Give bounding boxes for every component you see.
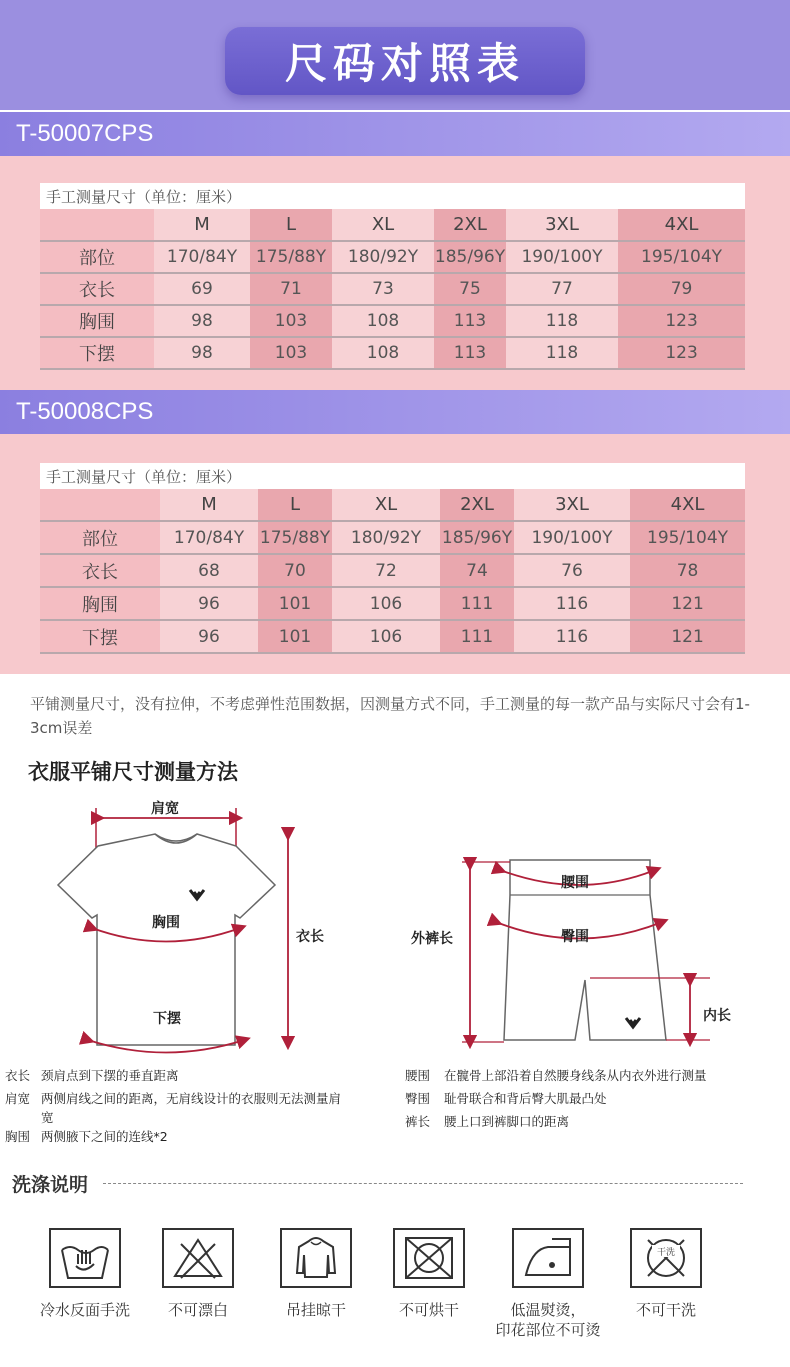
- table-cell: 72: [332, 554, 440, 587]
- row-label: 部位: [40, 521, 160, 554]
- size-header: M: [154, 209, 250, 241]
- table-row: [40, 241, 745, 273]
- table-cell: 76: [514, 554, 630, 587]
- table-row: [40, 337, 745, 369]
- table-cell: 170/84Y: [154, 241, 250, 273]
- table-cell: 98: [154, 337, 250, 369]
- row-label: 衣长: [40, 554, 160, 587]
- legend-desc: 腰上口到裤脚口的距离: [444, 1114, 570, 1129]
- table-cell: 111: [440, 587, 514, 620]
- waist-label: 腰围: [561, 875, 589, 891]
- hand-wash-icon: [49, 1228, 121, 1288]
- model-band: T-50007CPS: [0, 112, 790, 156]
- page-title: 尺码对照表: [225, 27, 585, 95]
- table-cell: 69: [154, 273, 250, 305]
- table-cell: 71: [250, 273, 332, 305]
- table-cell: 118: [506, 337, 618, 369]
- size-table: [40, 183, 745, 370]
- table-cell: 195/104Y: [630, 521, 745, 554]
- wash-label: 吊挂晾干: [285, 1301, 346, 1319]
- low-iron-icon: [512, 1228, 584, 1288]
- row-label: 下摆: [40, 337, 154, 369]
- hang-dry-icon: [280, 1228, 352, 1288]
- hip-label: 臀围: [561, 929, 589, 945]
- table-cell: 101: [258, 620, 332, 653]
- table-cell: 98: [154, 305, 250, 337]
- table-cell: 180/92Y: [332, 241, 434, 273]
- wash-label-line2: 印花部位不可烫: [495, 1321, 601, 1339]
- table-cell: 185/96Y: [434, 241, 506, 273]
- shoulder-label: 肩宽: [151, 801, 179, 817]
- table-cell: 185/96Y: [440, 521, 514, 554]
- size-header: L: [258, 489, 332, 521]
- length-label: 衣长: [296, 929, 324, 945]
- table-cell: 106: [332, 587, 440, 620]
- no-tumble-dry-icon: [393, 1228, 465, 1288]
- table-cell: 190/100Y: [506, 241, 618, 273]
- size-header: 3XL: [514, 489, 630, 521]
- table-row: [40, 587, 745, 620]
- table-cell: 175/88Y: [250, 241, 332, 273]
- row-label: 下摆: [40, 620, 160, 653]
- chest-label: 胸围: [152, 915, 180, 931]
- legend-term: 胸围: [5, 1129, 31, 1144]
- legend-desc: 两侧肩线之间的距离，无肩线设计的衣服则无法测量肩宽: [41, 1091, 342, 1125]
- wash-label-line1: 低温熨烫，: [510, 1301, 586, 1319]
- size-header: L: [250, 209, 332, 241]
- table-cell: 116: [514, 587, 630, 620]
- size-header: 2XL: [440, 489, 514, 521]
- table-cell: 121: [630, 587, 745, 620]
- size-header: 4XL: [618, 209, 745, 241]
- table-cell: 180/92Y: [332, 521, 440, 554]
- size-header: XL: [332, 209, 434, 241]
- table-cell: 113: [434, 305, 506, 337]
- table-cell: 103: [250, 337, 332, 369]
- row-label: 衣长: [40, 273, 154, 305]
- table-cell: 190/100Y: [514, 521, 630, 554]
- table-cell: 113: [434, 337, 506, 369]
- legend-term: 裤长: [405, 1114, 431, 1129]
- legend-term: 衣长: [5, 1068, 31, 1083]
- table-cell: 96: [160, 587, 258, 620]
- measure-method-title: 衣服平铺尺寸测量方法: [28, 760, 238, 784]
- size-header: 4XL: [630, 489, 745, 521]
- legend-desc: 耻骨联合和背后臀大肌最凸处: [444, 1091, 607, 1106]
- wash-label: 冷水反面手洗: [39, 1301, 130, 1319]
- legend-term: 腰围: [405, 1068, 431, 1083]
- size-table: [40, 463, 745, 654]
- table-cell: 68: [160, 554, 258, 587]
- table-row: [40, 521, 745, 554]
- wash-label: 不可干洗: [635, 1301, 696, 1319]
- table-cell: 78: [630, 554, 745, 587]
- table-cell: 170/84Y: [160, 521, 258, 554]
- hem-label: 下摆: [153, 1011, 181, 1027]
- table-cell: 79: [618, 273, 745, 305]
- no-bleach-icon: [162, 1228, 234, 1288]
- divider: [103, 1183, 743, 1184]
- size-header: XL: [332, 489, 440, 521]
- table-cell: 106: [332, 620, 440, 653]
- wash-label: 不可漂白: [167, 1301, 228, 1319]
- legend-desc: 在髋骨上部沿着自然腰身线条从内衣外进行测量: [444, 1068, 707, 1083]
- measurement-note: 平铺测量尺寸，没有拉伸，不考虑弹性范围数据，因测量方式不同，手工测量的每一款产品与实际尺寸会有1-3cm误差: [30, 695, 750, 737]
- table-cell: 101: [258, 587, 332, 620]
- table-cell: 118: [506, 305, 618, 337]
- size-header: M: [160, 489, 258, 521]
- table-cell: 123: [618, 305, 745, 337]
- table-caption: 手工测量尺寸（单位：厘米）: [40, 183, 745, 209]
- size-header: 2XL: [434, 209, 506, 241]
- table-cell: 195/104Y: [618, 241, 745, 273]
- table-cell: 121: [630, 620, 745, 653]
- row-label: 部位: [40, 241, 154, 273]
- legend-term: 肩宽: [5, 1091, 31, 1106]
- no-dry-clean-icon: [630, 1228, 702, 1288]
- row-label: 胸围: [40, 305, 154, 337]
- table-cell: 77: [506, 273, 618, 305]
- table-caption: 手工测量尺寸（单位：厘米）: [40, 463, 745, 489]
- legend-desc: 颈肩点到下摆的垂直距离: [41, 1068, 179, 1083]
- table-row: [40, 305, 745, 337]
- legend-desc: 两侧腋下之间的连线*2: [41, 1129, 168, 1144]
- table-cell: 75: [434, 273, 506, 305]
- table-row: [40, 273, 745, 305]
- table-cell: 74: [440, 554, 514, 587]
- table-row: [40, 554, 745, 587]
- table-cell: 111: [440, 620, 514, 653]
- size-header: 3XL: [506, 209, 618, 241]
- table-cell: 108: [332, 305, 434, 337]
- table-cell: 108: [332, 337, 434, 369]
- table-row: [40, 620, 745, 653]
- outseam-label: 外裤长: [411, 931, 453, 947]
- wash-label: 不可烘干: [398, 1301, 459, 1319]
- model-band: T-50008CPS: [0, 390, 790, 434]
- inseam-label: 内长: [703, 1008, 731, 1024]
- table-cell: 123: [618, 337, 745, 369]
- table-cell: 70: [258, 554, 332, 587]
- table-cell: 96: [160, 620, 258, 653]
- table-cell: 175/88Y: [258, 521, 332, 554]
- table-cell: 73: [332, 273, 434, 305]
- dry-clean-badge: 干洗: [656, 1248, 676, 1258]
- table-cell: 116: [514, 620, 630, 653]
- washing-title: 洗涤说明: [12, 1174, 89, 1196]
- legend-term: 臀围: [405, 1091, 431, 1106]
- row-label: 胸围: [40, 587, 160, 620]
- table-cell: 103: [250, 305, 332, 337]
